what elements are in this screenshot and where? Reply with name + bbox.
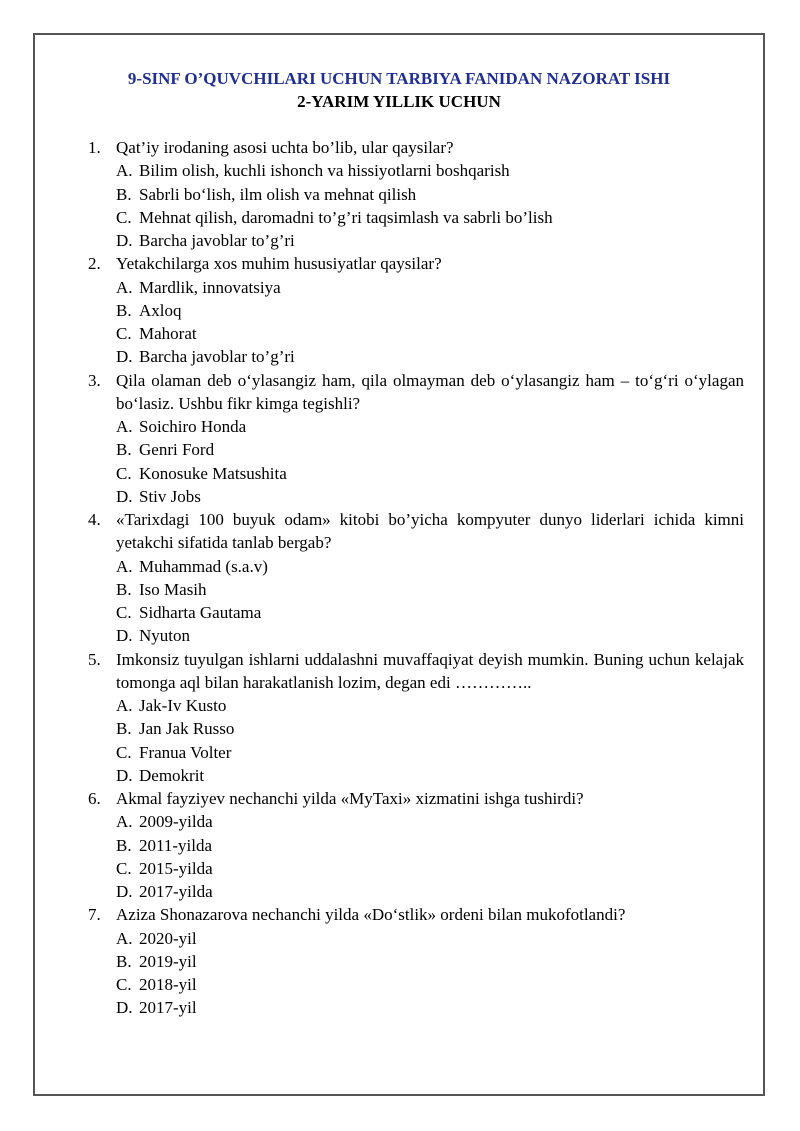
- option-text: Mardlik, innovatsiya: [139, 277, 281, 297]
- option-text: 2015-yilda: [139, 858, 213, 878]
- option-text: Iso Masih: [139, 579, 207, 599]
- answer-option: [116, 694, 744, 717]
- option-text: Barcha javoblar to’g’ri: [139, 231, 295, 250]
- question-text: Akmal fayziyev nechanchi yilda «MyTaxi» xizmatini ishga tushirdi?: [116, 789, 584, 808]
- option-letter: B.: [116, 719, 132, 739]
- option-text: 2011-yilda: [139, 835, 213, 855]
- question-number: 6.: [88, 789, 101, 808]
- option-text: Nyuton: [139, 626, 190, 646]
- question-number: 3.: [88, 370, 101, 390]
- option-text: Stiv Jobs: [139, 486, 201, 506]
- option-text: Sidharta Gautama: [139, 603, 262, 622]
- answer-options: [116, 694, 744, 787]
- option-letter: C.: [116, 603, 132, 622]
- option-text: Barcha javoblar to’g’ri: [139, 347, 295, 367]
- answer-option: [116, 462, 744, 485]
- option-letter: D.: [116, 231, 133, 250]
- option-text: 2019-yil: [139, 951, 197, 971]
- option-letter: A.: [116, 417, 133, 436]
- answer-option: [116, 276, 744, 299]
- option-text: 2020-yil: [139, 928, 197, 948]
- document-subtitle: 2-YARIM YILLIK UCHUN: [297, 92, 501, 111]
- question-text: Qila olaman deb o‘ylasangiz ham, qila olmayman deb o‘ylasangiz ham – to‘g‘ri o‘ylagan bo‘lasiz. Ushbu fikr kimga tegishli?: [116, 370, 744, 413]
- answer-option: [116, 764, 744, 787]
- answer-options: [116, 415, 744, 508]
- option-letter: A.: [116, 812, 133, 832]
- option-text: Mehnat qilish, daromadni to’g’ri taqsimlash va sabrli bo’lish: [139, 207, 553, 227]
- option-text: 2017-yil: [139, 998, 197, 1018]
- option-text: Franua Volter: [139, 742, 232, 762]
- answer-option: [116, 973, 744, 996]
- question-number: 1.: [88, 138, 101, 157]
- document-title: 9-SINF O’QUVCHILARI UCHUN TARBIYA FANIDAN NAZORAT ISHI: [127, 69, 671, 88]
- question-number: 5.: [88, 649, 101, 669]
- option-letter: A.: [116, 556, 133, 576]
- question-item: [88, 508, 744, 648]
- answer-option: [116, 834, 744, 857]
- option-letter: B.: [116, 579, 132, 599]
- answer-option: [116, 159, 744, 182]
- answer-options: [116, 810, 744, 903]
- answer-option: [116, 438, 744, 461]
- option-letter: A.: [116, 928, 133, 948]
- answer-options: [116, 555, 744, 648]
- option-letter: B.: [116, 440, 132, 460]
- question-number: 2.: [88, 254, 101, 274]
- option-text: Genri Ford: [139, 440, 215, 460]
- answer-options: [116, 276, 744, 369]
- option-text: Jak-Iv Kusto: [139, 696, 227, 715]
- answer-option: [116, 229, 744, 252]
- answer-option: [116, 485, 744, 508]
- option-letter: C.: [116, 324, 132, 343]
- answer-option: [116, 322, 744, 345]
- option-letter: C.: [116, 742, 132, 762]
- question-text: Yetakchilarga xos muhim hususiyatlar qaysilar?: [116, 254, 442, 274]
- answer-option: [116, 857, 744, 880]
- option-letter: D.: [116, 882, 133, 901]
- question-text: Imkonsiz tuyulgan ishlarni uddalashni muvaffaqiyat deyish mumkin. Buning uchun kelajak tomonga aql bilan harakatlanish lozim, degan edi …………..: [116, 649, 744, 692]
- option-letter: B.: [116, 184, 132, 204]
- option-letter: C.: [116, 975, 132, 994]
- answer-option: [116, 741, 744, 764]
- answer-option: [116, 578, 744, 601]
- answer-option: [116, 345, 744, 368]
- answer-option: [116, 624, 744, 647]
- answer-option: [116, 206, 744, 229]
- question-text: «Tarixdagi 100 buyuk odam» kitobi bo’yicha kompyuter dunyo liderlari ichida kimni yetakchi sifatida tanlab bergab?: [116, 510, 744, 553]
- question-text: Aziza Shonazarova nechanchi yilda «Do‘stlik» ordeni bilan mukofotlandi?: [116, 905, 626, 925]
- answer-options: [116, 159, 744, 252]
- question-item: [88, 903, 744, 1019]
- answer-option: [116, 183, 744, 206]
- answer-option: [116, 415, 744, 438]
- question-number: 7.: [88, 905, 101, 925]
- option-letter: B.: [116, 951, 132, 971]
- option-letter: C.: [116, 207, 132, 227]
- option-text: 2009-yilda: [139, 812, 213, 832]
- option-letter: B.: [116, 300, 132, 320]
- answer-option: [116, 810, 744, 833]
- option-text: Demokrit: [139, 765, 205, 785]
- option-letter: D.: [116, 998, 133, 1018]
- option-letter: B.: [116, 835, 132, 855]
- answer-option: [116, 717, 744, 740]
- option-text: 2017-yilda: [139, 882, 213, 901]
- option-text: Jan Jak Russo: [139, 719, 235, 739]
- option-text: Bilim olish, kuchli ishonch va hissiyotlarni boshqarish: [139, 161, 510, 181]
- option-text: Konosuke Matsushita: [139, 463, 287, 483]
- question-text: Qat’iy irodaning asosi uchta bo’lib, ular qaysilar?: [116, 138, 454, 157]
- option-letter: C.: [116, 463, 132, 483]
- option-text: Sabrli bo‘lish, ilm olish va mehnat qilish: [139, 184, 417, 204]
- option-letter: D.: [116, 486, 133, 506]
- option-text: Soichiro Honda: [139, 417, 247, 436]
- option-letter: A.: [116, 277, 133, 297]
- question-item: [88, 136, 744, 252]
- question-list: [88, 136, 744, 1020]
- option-text: Axloq: [139, 300, 182, 320]
- question-item: [88, 648, 744, 788]
- answer-option: [116, 927, 744, 950]
- option-text: Muhammad (s.a.v): [139, 556, 268, 576]
- question-number: 4.: [88, 510, 101, 529]
- answer-option: [116, 555, 744, 578]
- answer-option: [116, 299, 744, 322]
- answer-option: [116, 601, 744, 624]
- option-letter: A.: [116, 161, 133, 181]
- question-item: [88, 787, 744, 903]
- answer-option: [116, 996, 744, 1019]
- question-item: [88, 252, 744, 368]
- option-text: Mahorat: [139, 324, 197, 343]
- option-letter: A.: [116, 696, 133, 715]
- answer-option: [116, 880, 744, 903]
- answer-options: [116, 927, 744, 1020]
- option-letter: C.: [116, 858, 132, 878]
- option-letter: D.: [116, 347, 133, 367]
- document-header: [33, 67, 765, 113]
- answer-option: [116, 950, 744, 973]
- option-letter: D.: [116, 626, 133, 646]
- question-item: [88, 369, 744, 509]
- option-text: 2018-yil: [139, 975, 197, 994]
- option-letter: D.: [116, 765, 133, 785]
